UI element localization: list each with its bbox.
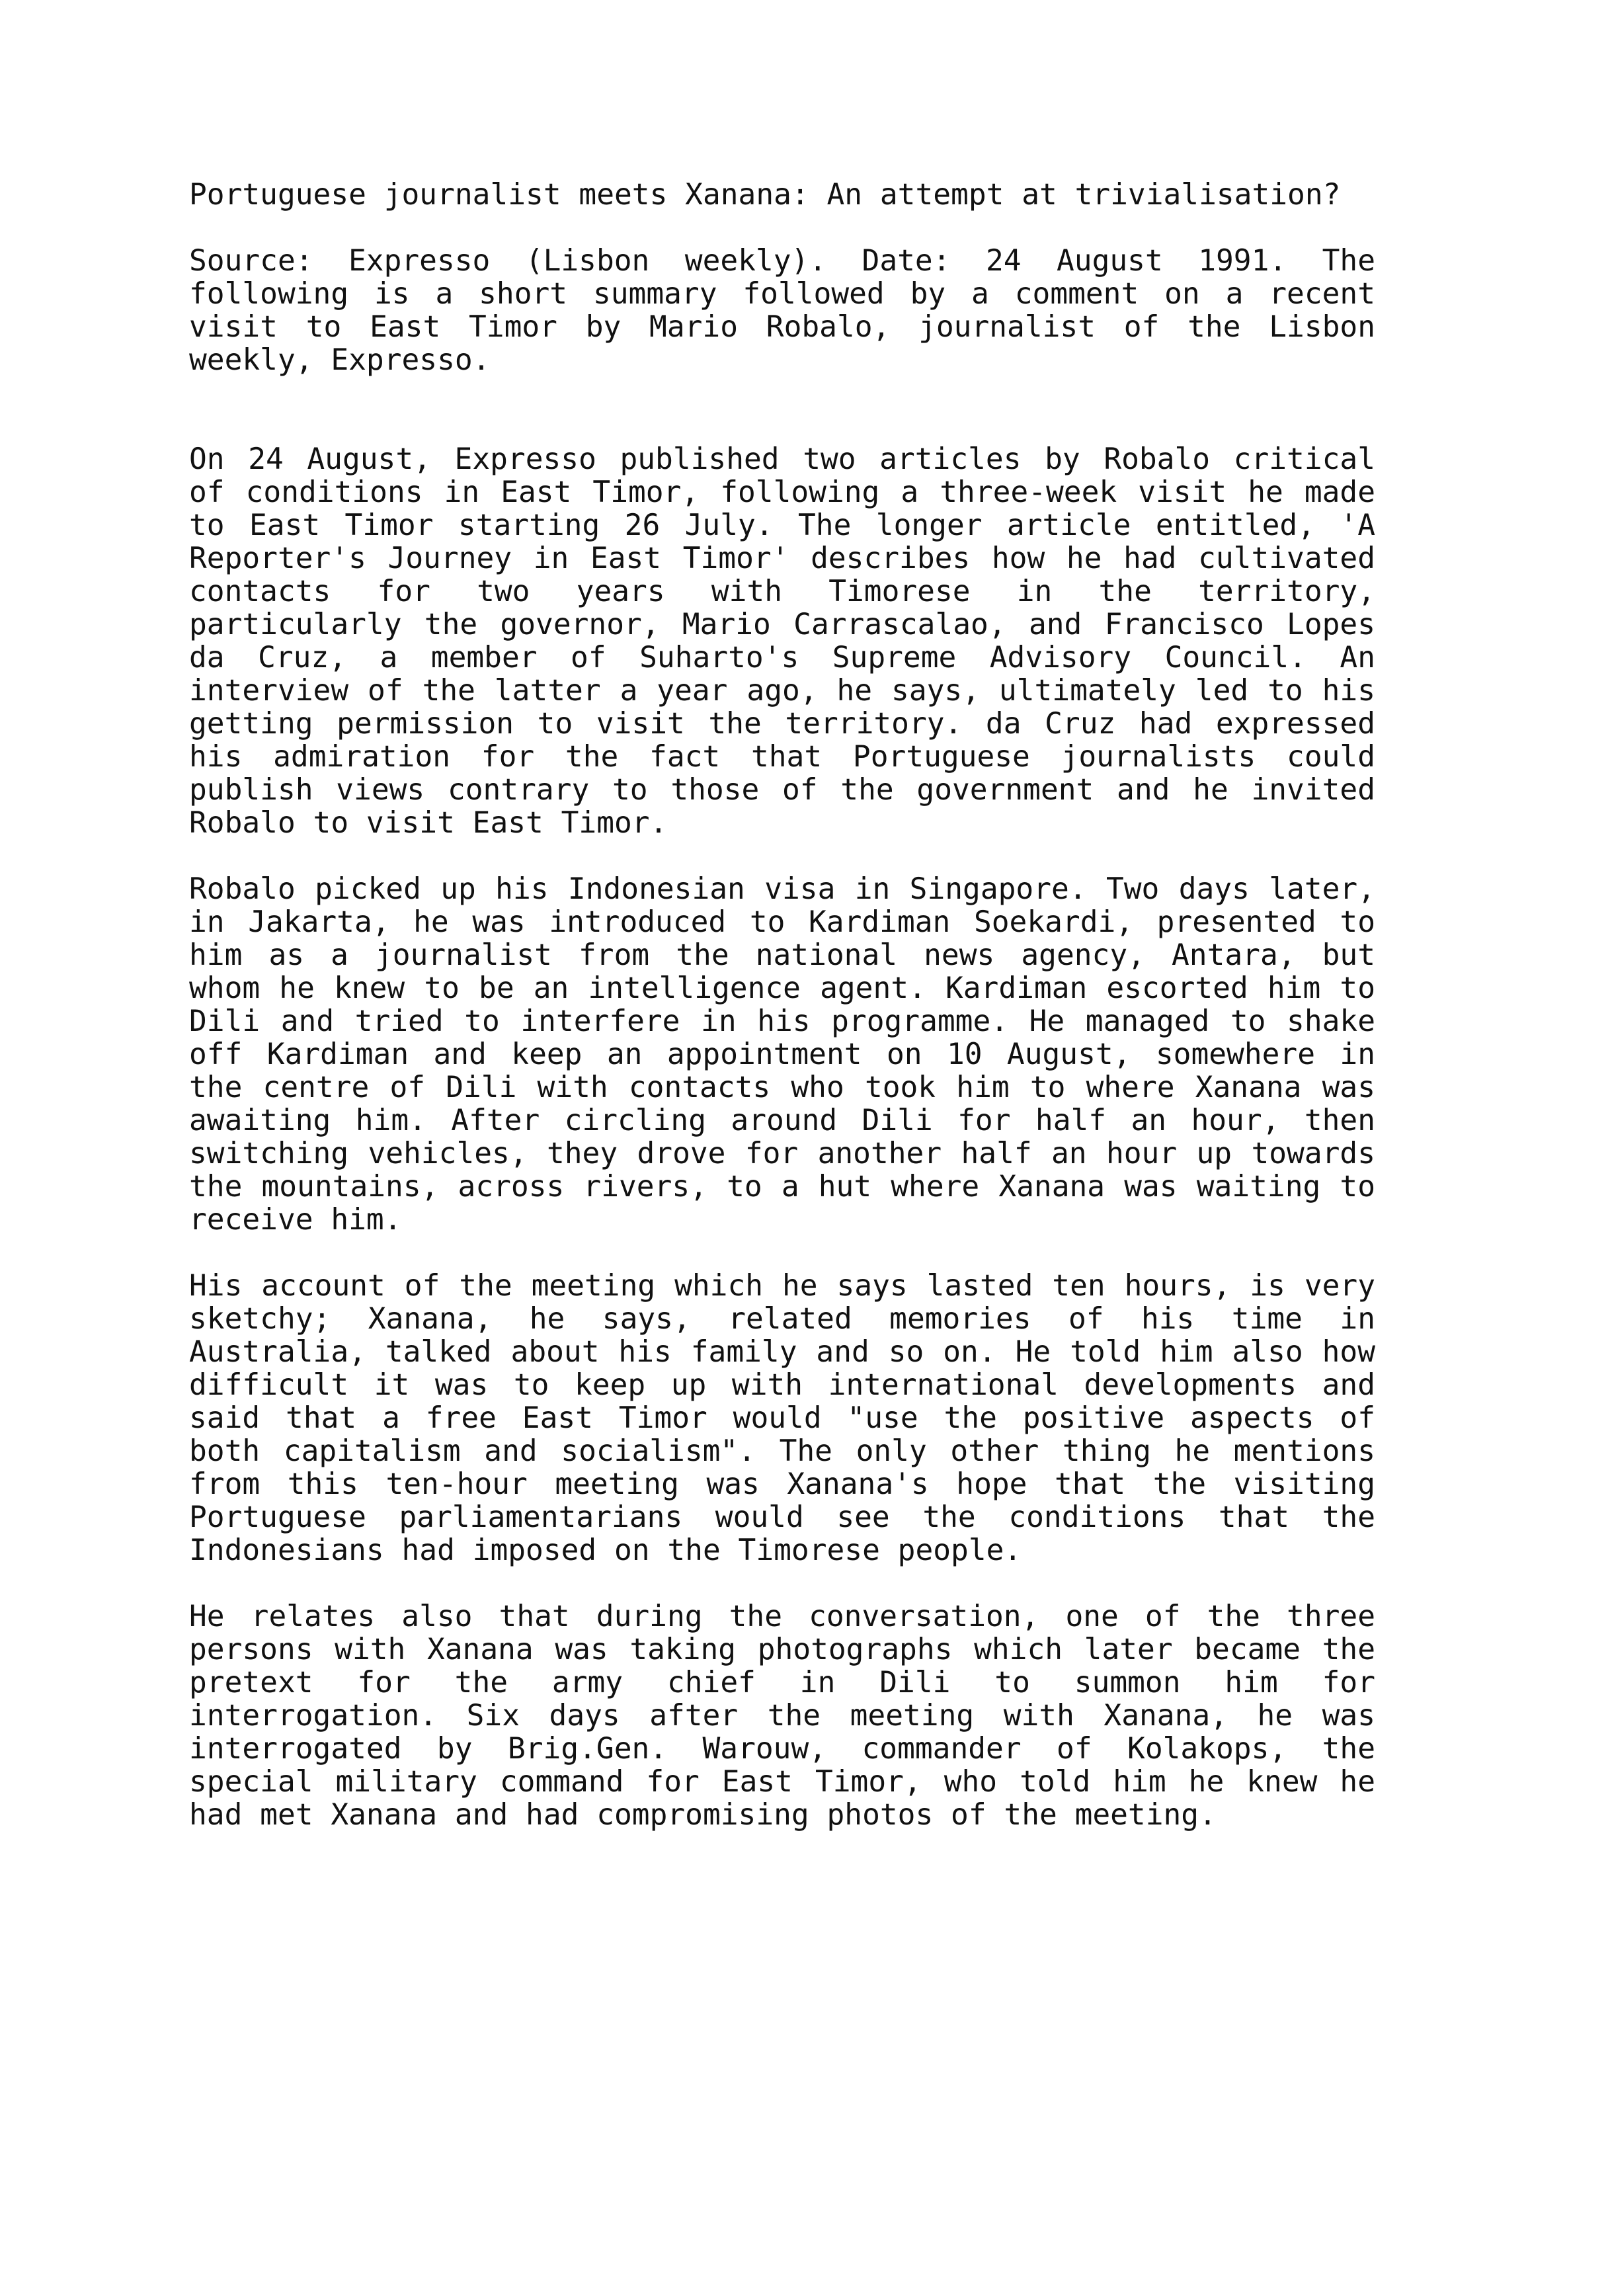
body-paragraph: Robalo picked up his Indonesian visa in Singapore. Two days later, in Jakarta, he was introduced to Kardiman Soekardi, presented to him as a journalist from the national news agency, Antara, but whom he knew to be an intelligence agent. Kardiman escorted him to Dili and tried to interfere in his programme. He managed to shake off Kardiman and keep an appointment on 10 August, somewhere in the centre of Dili with contacts who took him to where Xanana was awaiting him. After circling around Dili for half an hour, then switching vehicles, they drove for another half an hour up towards the mountains, across rivers, to a hut where Xanana was waiting to receive him.	[189, 872, 1375, 1237]
body-paragraph: His account of the meeting which he says lasted ten hours, is very sketchy; Xanana, he says, related memories of his time in Australia, talked about his family and so on. He told him also how difficult it was to keep up with international developments and said that a free East Timor would "use the positive aspects of both capitalism and socialism". The only other thing he mentions from this ten-hour meeting was Xanana's hope that the visiting Portuguese parliamentarians would see the conditions that the Indonesians had imposed on the Timorese people.	[189, 1269, 1375, 1567]
document-page	[189, 179, 1375, 1865]
document-title: Portuguese journalist meets Xanana: An attempt at trivialisation?	[189, 178, 1341, 212]
body-paragraph: On 24 August, Expresso published two articles by Robalo critical of conditions in East Timor, following a three-week visit he made to East Timor starting 26 July. The longer article entitled, 'A Reporter's Journey in East Timor' describes how he had cultivated contacts for two years with Timorese in the territory, particularly the governor, Mario Carrascalao, and Francisco Lopes da Cruz, a member of Suharto's Supreme Advisory Council. An interview of the latter a year ago, he says, ultimately led to his getting permission to visit the territory. da Cruz had expressed his admiration for the fact that Portuguese journalists could publish views contrary to those of the government and he invited Robalo to visit East Timor.	[189, 442, 1375, 840]
source-note: Source: Expresso (Lisbon weekly). Date: 24 August 1991. The following is a short summary followed by a comment on a recent visit to East Timor by Mario Robalo, journalist of the Lisbon weekly, Expresso.	[189, 244, 1375, 377]
body-paragraph: He relates also that during the conversation, one of the three persons with Xanana was taking photographs which later became the pretext for the army chief in Dili to summon him for interrogation. Six days after the meeting with Xanana, he was interrogated by Brig.Gen. Warouw, commander of Kolakops, the special military command for East Timor, who told him he knew he had met Xanana and had compromising photos of the meeting.	[189, 1600, 1375, 1832]
